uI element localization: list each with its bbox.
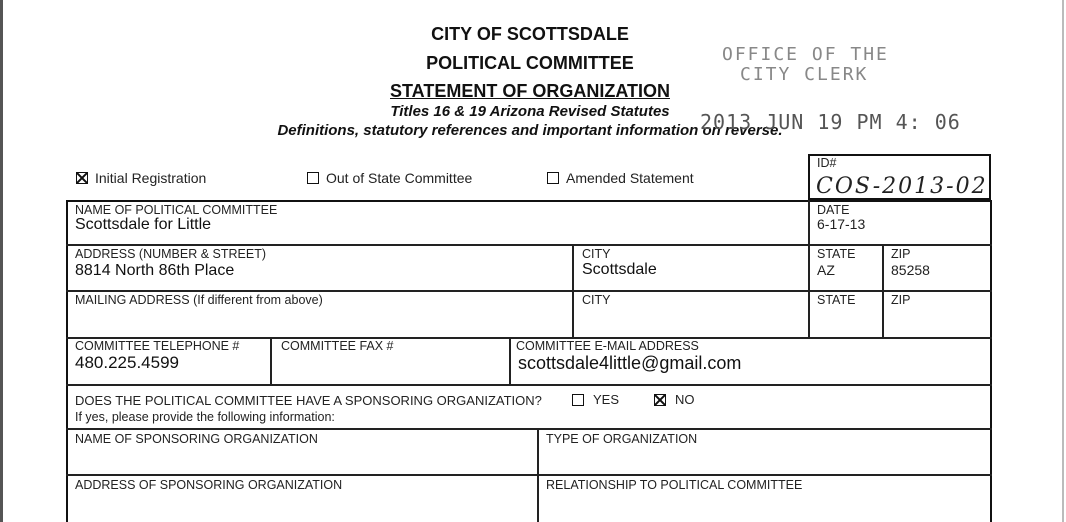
header-city: CITY OF SCOTTSDALE: [431, 24, 629, 44]
sponsoring-type-label: TYPE OF ORGANIZATION: [546, 432, 698, 446]
initial-registration-label: Initial Registration: [95, 170, 207, 186]
phone-value: 480.225.4599: [75, 353, 179, 372]
date-label: DATE: [817, 203, 850, 217]
sponsoring-address-label: ADDRESS OF SPONSORING ORGANIZATION: [75, 478, 343, 492]
id-label: ID#: [817, 156, 837, 170]
id-value: COS-2013-02: [816, 174, 988, 199]
mailing-city-label: CITY: [582, 293, 611, 307]
sponsor-no-label: NO: [675, 392, 695, 407]
mailing-address-label: MAILING ADDRESS (If different from above): [75, 293, 323, 307]
mailing-state-label: STATE: [817, 293, 856, 307]
sponsoring-instruction: If yes, please provide the following information:: [75, 410, 335, 424]
fax-label: COMMITTEE FAX #: [281, 339, 394, 353]
city-value: Scottsdale: [582, 261, 657, 278]
state-value: AZ: [817, 262, 835, 278]
out-of-state-checkbox[interactable]: [307, 172, 319, 184]
sponsor-yes-label: YES: [593, 392, 620, 407]
committee-name-value: Scottsdale for Little: [75, 216, 212, 233]
sponsoring-question: DOES THE POLITICAL COMMITTEE HAVE A SPONSORING ORGANIZATION?: [75, 393, 542, 408]
amended-statement-label: Amended Statement: [566, 170, 694, 186]
amended-statement-checkbox[interactable]: [547, 172, 559, 184]
header-committee: POLITICAL COMMITTEE: [426, 53, 634, 73]
phone-label: COMMITTEE TELEPHONE #: [75, 339, 240, 353]
date-value: 6-17-13: [817, 216, 866, 232]
header-statement: STATEMENT OF ORGANIZATION: [390, 81, 670, 101]
initial-registration-checkbox[interactable]: [76, 172, 88, 184]
page-left-edge: [0, 0, 3, 522]
state-label: STATE: [817, 247, 856, 261]
clerk-stamp-line1: OFFICE OF THE: [722, 44, 889, 65]
committee-name-label: NAME OF POLITICAL COMMITTEE: [75, 203, 278, 217]
email-label: COMMITTEE E-MAIL ADDRESS: [516, 339, 699, 353]
clerk-stamp-datetime: 2013 JUN 19 PM 4: 06: [700, 110, 961, 134]
sponsoring-relationship-label: RELATIONSHIP TO POLITICAL COMMITTEE: [546, 478, 803, 492]
address-value: 8814 North 86th Place: [75, 262, 235, 279]
city-label: CITY: [582, 247, 611, 261]
mailing-zip-label: ZIP: [891, 293, 911, 307]
sponsor-no-checkbox[interactable]: [654, 394, 666, 406]
header-titles: Titles 16 & 19 Arizona Revised Statutes: [390, 103, 670, 120]
zip-label: ZIP: [891, 247, 911, 261]
clerk-stamp-line2: CITY CLERK: [740, 64, 869, 85]
zip-value: 85258: [891, 262, 930, 278]
header-definitions: Definitions, statutory references and important information on reverse.: [277, 122, 783, 139]
sponsoring-name-label: NAME OF SPONSORING ORGANIZATION: [75, 432, 318, 446]
address-label: ADDRESS (NUMBER & STREET): [75, 247, 266, 261]
page-right-edge: [1062, 0, 1064, 522]
sponsor-yes-checkbox[interactable]: [572, 394, 584, 406]
out-of-state-label: Out of State Committee: [326, 170, 473, 186]
email-value: scottsdale4little@gmail.com: [518, 353, 742, 373]
